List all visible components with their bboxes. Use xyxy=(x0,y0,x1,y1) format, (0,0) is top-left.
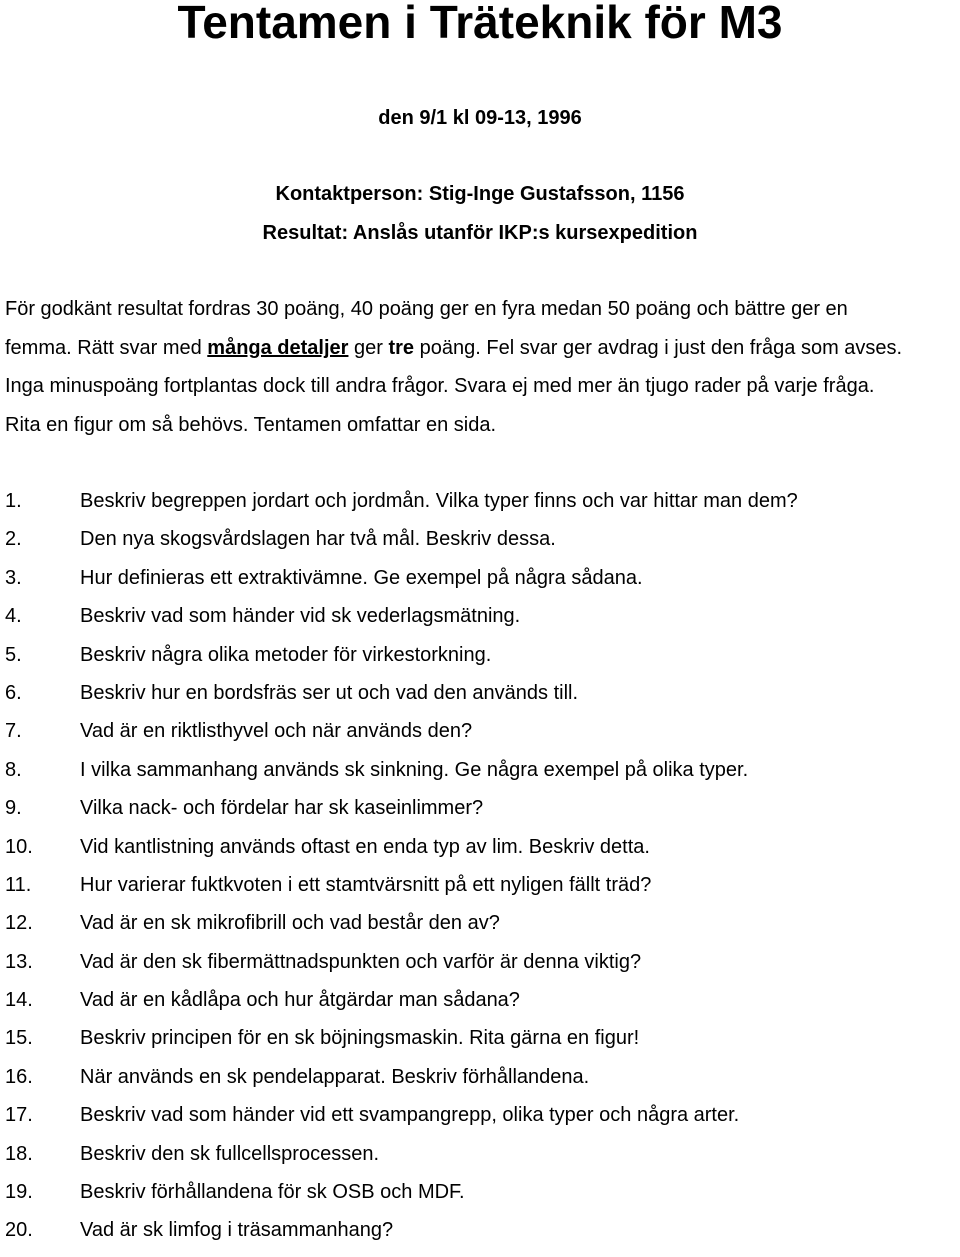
question-item xyxy=(5,988,955,1026)
question-number: 14. xyxy=(5,989,33,1012)
question-item xyxy=(5,1103,955,1141)
question-item xyxy=(5,1142,955,1180)
question-item xyxy=(5,796,955,834)
question-text: Beskriv hur en bordsfräs ser ut och vad den används till. xyxy=(80,681,579,704)
question-number: 10. xyxy=(5,835,33,858)
question-number: 5. xyxy=(5,643,22,666)
question-text: Den nya skogsvårdslagen har två mål. Beskriv dessa. xyxy=(80,528,556,551)
question-number: 15. xyxy=(5,1027,33,1050)
question-text: Beskriv vad som händer vid sk vederlagsmätning. xyxy=(80,605,521,628)
question-number: 3. xyxy=(5,566,22,589)
question-item xyxy=(5,604,955,642)
question-number: 13. xyxy=(5,950,33,973)
question-item xyxy=(5,950,955,988)
question-number: 20. xyxy=(5,1219,33,1242)
question-item xyxy=(5,681,955,719)
question-text: Beskriv principen för en sk böjningsmaskin. Rita gärna en figur! xyxy=(80,1027,640,1050)
question-number: 9. xyxy=(5,797,22,820)
question-text: Vad är sk limfog i träsammanhang? xyxy=(80,1219,394,1242)
intro-text: poäng. Fel svar ger avdrag i just den fråga som avses. xyxy=(414,337,903,359)
question-item xyxy=(5,873,955,911)
question-text: Vad är en kådlåpa och hur åtgärdar man sådana? xyxy=(80,989,520,1012)
question-text: Vilka nack- och fördelar har sk kaseinlimmer? xyxy=(80,797,484,820)
intro-line-1: För godkänt resultat fordras 30 poäng, 40 poäng ger en fyra medan 50 poäng och bättre ger en xyxy=(5,298,848,320)
question-number: 12. xyxy=(5,912,33,935)
intro-text: femma. Rätt svar med xyxy=(5,337,208,359)
question-number: 6. xyxy=(5,681,22,704)
question-item xyxy=(5,1218,955,1256)
question-number: 2. xyxy=(5,528,22,551)
question-text: Beskriv begreppen jordart och jordmån. Vilka typer finns och var hittar man dem? xyxy=(80,490,798,512)
emphasis-three: tre xyxy=(388,337,415,359)
intro-line-3: Inga minuspoäng fortplantas dock till andra frågor. Svara ej med mer än tjugo rader på varje fråga. xyxy=(5,375,875,397)
question-item xyxy=(5,835,955,873)
page-title: Tentamen i Träteknik för M3 xyxy=(177,0,783,48)
question-text: Beskriv vad som händer vid ett svampangrepp, olika typer och några arter. xyxy=(80,1104,740,1127)
question-item xyxy=(5,719,955,757)
intro-text: ger xyxy=(348,337,389,359)
question-item xyxy=(5,911,955,949)
question-number: 4. xyxy=(5,605,22,628)
question-item xyxy=(5,1180,955,1218)
question-number: 8. xyxy=(5,758,22,781)
question-number: 18. xyxy=(5,1142,33,1165)
question-number: 7. xyxy=(5,720,22,743)
question-text: Beskriv några olika metoder för virkestorkning. xyxy=(80,643,492,666)
intro-line-4: Rita en figur om så behövs. Tentamen omfattar en sida. xyxy=(5,414,497,436)
question-number: 17. xyxy=(5,1104,33,1127)
intro-line-2 xyxy=(5,336,955,360)
emphasis-many-details: många detaljer xyxy=(207,337,349,359)
question-text: Hur varierar fuktkvoten i ett stamtvärsnitt på ett nyligen fällt träd? xyxy=(80,873,652,896)
question-item xyxy=(5,758,955,796)
question-number: 16. xyxy=(5,1065,33,1088)
question-text: I vilka sammanhang används sk sinkning. Ge några exempel på olika typer. xyxy=(80,758,749,781)
question-text: Vad är en riktlisthyvel och när används den? xyxy=(80,720,473,743)
question-text: Vad är den sk fibermättnadspunkten och varför är denna viktig? xyxy=(80,950,642,973)
question-list xyxy=(5,489,955,1257)
question-item xyxy=(5,489,955,527)
question-text: Vad är en sk mikrofibrill och vad består den av? xyxy=(80,912,500,935)
question-text: Vid kantlistning används oftast en enda typ av lim. Beskriv detta. xyxy=(80,835,650,858)
question-number: 19. xyxy=(5,1181,33,1204)
exam-date: den 9/1 kl 09-13, 1996 xyxy=(378,107,582,129)
question-item xyxy=(5,566,955,604)
question-number: 11. xyxy=(5,873,32,896)
question-text: När används en sk pendelapparat. Beskriv förhållandena. xyxy=(80,1065,590,1088)
question-text: Beskriv förhållandena för sk OSB och MDF. xyxy=(80,1181,465,1204)
question-item xyxy=(5,527,955,565)
question-text: Beskriv den sk fullcellsprocessen. xyxy=(80,1142,380,1165)
question-item xyxy=(5,1065,955,1103)
contact-person: Kontaktperson: Stig-Inge Gustafsson, 1156 xyxy=(275,183,685,205)
question-item xyxy=(5,1026,955,1064)
question-text: Hur definieras ett extraktivämne. Ge exempel på några sådana. xyxy=(80,566,643,589)
question-number: 1. xyxy=(5,490,22,512)
question-item xyxy=(5,643,955,681)
result-notice: Resultat: Anslås utanför IKP:s kursexpedition xyxy=(262,222,698,244)
